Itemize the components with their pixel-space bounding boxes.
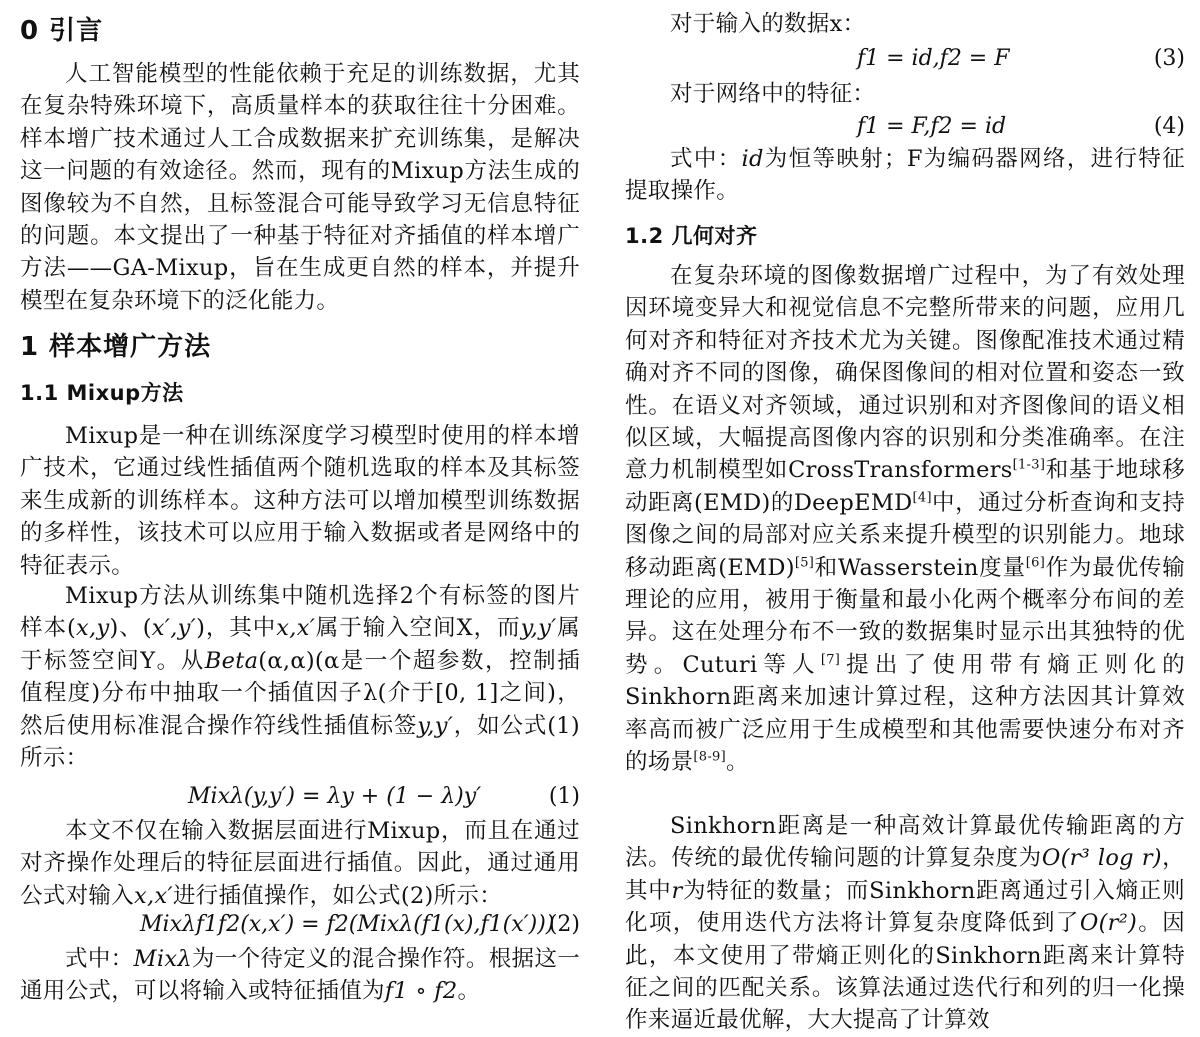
math-span: x,y [76, 615, 110, 642]
text-span: 进行插值操作，如公式(2)所示： [172, 882, 503, 909]
citation: [4] [912, 490, 932, 506]
math-span: y,y′ [417, 712, 454, 739]
section-1-1-title: 1.1 Mixup方法 [20, 381, 184, 405]
geometric-alignment-paragraph [625, 260, 1185, 779]
text-span: 为一个待定义的混合操作符。根据这一通用公式，可以将输入或特征插值为 [20, 946, 580, 1005]
equation-4 [625, 110, 1185, 144]
equation-3-number: (3) [1153, 46, 1185, 71]
identity-mapping-paragraph [625, 143, 1185, 208]
section-0-title: 0 引言 [20, 16, 104, 46]
math-span: x′,y′ [151, 615, 197, 642]
mix-operator-paragraph [20, 943, 580, 1008]
text-span: )、( [109, 615, 152, 642]
equation-3-body: f1 = id,f2 = F [857, 46, 1010, 71]
network-feature-label: 对于网络中的特征： [670, 81, 876, 107]
section-1-title: 1 样本增广方法 [20, 332, 212, 362]
math-span: O(r³ log r) [1041, 845, 1162, 872]
text-span: 属于输入空间X，而 [315, 615, 521, 642]
text-span: 式中： [65, 946, 134, 972]
text-span: 。因此，本文使用了带熵正则化的Sinkhorn距离来计算特征之间的匹配关系。该算法通过迭代行和列的归一化操作来逼近最优解，大大提高了计算效 [625, 910, 1186, 1034]
equation-2-number: (2) [548, 912, 580, 937]
citation: [1-3] [1012, 457, 1046, 473]
math-span: Mixλ [133, 946, 192, 972]
mixup-intro-paragraph: Mixup是一种在训练深度学习模型时使用的样本增广技术，它通过线性插值两个随机选取的样本及其标签来生成新的训练样本。这种方法可以增加模型训练数据的多样性，该技术可以应用于输入数据或者是网络中的特征表示。 [20, 423, 580, 579]
citation: [8-9] [693, 749, 726, 765]
text-span: Mixup方法从训练集中随机选择2个有标签的图片样本( [20, 583, 580, 642]
text-span: 提出了使用带有熵正则化的Sinkhorn距离来加速计算过程，这种方法因其计算效率高而被广泛应用于生成模型和其他需要快速分布对齐的场景 [625, 651, 1185, 776]
equation-2 [20, 908, 580, 942]
text-span: 和基于地球移动距离(EMD)的DeepEMD [625, 457, 1185, 516]
equation-3 [625, 42, 1185, 76]
text-span: Sinkhorn距离是一种高效计算最优传输距离的方法。传统的最优传输问题的计算复杂度为 [625, 813, 1185, 872]
math-span: x,x′ [134, 882, 173, 909]
text-span: 为特征的数量；而Sinkhorn距离通过引入熵正则化项，使用迭代方法将计算复杂度降低到了 [625, 877, 1185, 937]
text-span: 中，通过分析查询和支持图像之间的局部对应关系来提升模型的识别能力。地球移动距离(EMD) [625, 489, 1185, 581]
text-span: 和Wasserstein度量 [814, 554, 1026, 581]
text-span: 式中： [670, 146, 742, 172]
math-span: y,y′ [520, 615, 557, 642]
math-span: x,x′ [276, 615, 316, 642]
math-span: O(r²) [1079, 910, 1138, 937]
text-span: 。 [725, 749, 749, 776]
math-span: Beta [204, 647, 259, 674]
feature-interp-paragraph [20, 815, 580, 912]
citation: [5] [794, 555, 815, 571]
math-span: id [741, 146, 764, 172]
section-1-2-title: 1.2 几何对齐 [625, 224, 758, 248]
text-span: 本文不仅在输入数据层面进行Mixup，而且在通过对齐操作处理后的特征层面进行插值。因此，通过通用公式对输入 [20, 818, 580, 909]
math-span: f1 ∘ f2 [384, 978, 458, 1005]
equation-4-number: (4) [1153, 114, 1185, 139]
text-span: 作为最优传输理论的应用，被用于衡量和最小化两个概率分布间的差异。这在处理分布不一致的数据集时显示出其独特的优势。Cuturi等人 [625, 554, 1185, 678]
input-data-label: 对于输入的数据x： [670, 11, 866, 37]
text-span: 属于标签空间Y。从 [20, 615, 580, 674]
text-span: (α,α)(α是一个超参数，控制插值程度)分布中抽取一个插值因子λ(介于[0, 1]之间)，然后使用标准混合操作符线性插值标签 [20, 647, 580, 739]
math-span: r [671, 877, 683, 904]
sinkhorn-paragraph [625, 810, 1185, 1037]
mixup-method-paragraph [20, 580, 580, 774]
text-span: ，如公式(1)所示： [20, 712, 580, 772]
text-span: 。 [457, 978, 481, 1005]
intro-paragraph: 人工智能模型的性能依赖于充足的训练数据，尤其在复杂特殊环境下，高质量样本的获取往往十分困难。样本增广技术通过人工合成数据来扩充训练集，是解决这一问题的有效途径。然而，现有的Mixup方法生成的图像较为不自然，且标签混合可能导致学习无信息特征的问题。本文提出了一种基于特征对齐插值的样本增广方法——GA-Mixup，旨在生成更自然的样本，并提升模型在复杂环境下的泛化能力。 [20, 61, 580, 314]
text-span: 在复杂环境的图像数据增广过程中，为了有效处理因环境变异大和视觉信息不完整所带来的问题，应用几何对齐和特征对齐技术尤为关键。图像配准技术通过精确对齐不同的图像，确保图像间的相对位置和姿态一致性。在语义对齐领域，通过识别和对齐图像间的语义相似区域，大幅提高图像内容的识别和分类准确率。在注意力机制模型如CrossTransformers [625, 263, 1185, 484]
text-span: 为恒等映射；F为编码器网络，进行特征提取操作。 [625, 146, 1186, 205]
text-span: ，其中 [625, 845, 1185, 904]
equation-1-number: (1) [548, 784, 580, 809]
citation: [7] [820, 652, 841, 668]
equation-2-body: Mixλf1f2(x,x′) = f2(Mixλ(f1(x),f1(x′))) [140, 912, 555, 937]
text-span: )，其中 [196, 615, 277, 642]
equation-4-body: f1 = F,f2 = id [857, 114, 1007, 139]
citation: [6] [1025, 555, 1046, 571]
equation-1 [20, 780, 580, 814]
equation-1-body: Mixλ(y,y′) = λy + (1 − λ)y′ [188, 784, 482, 809]
